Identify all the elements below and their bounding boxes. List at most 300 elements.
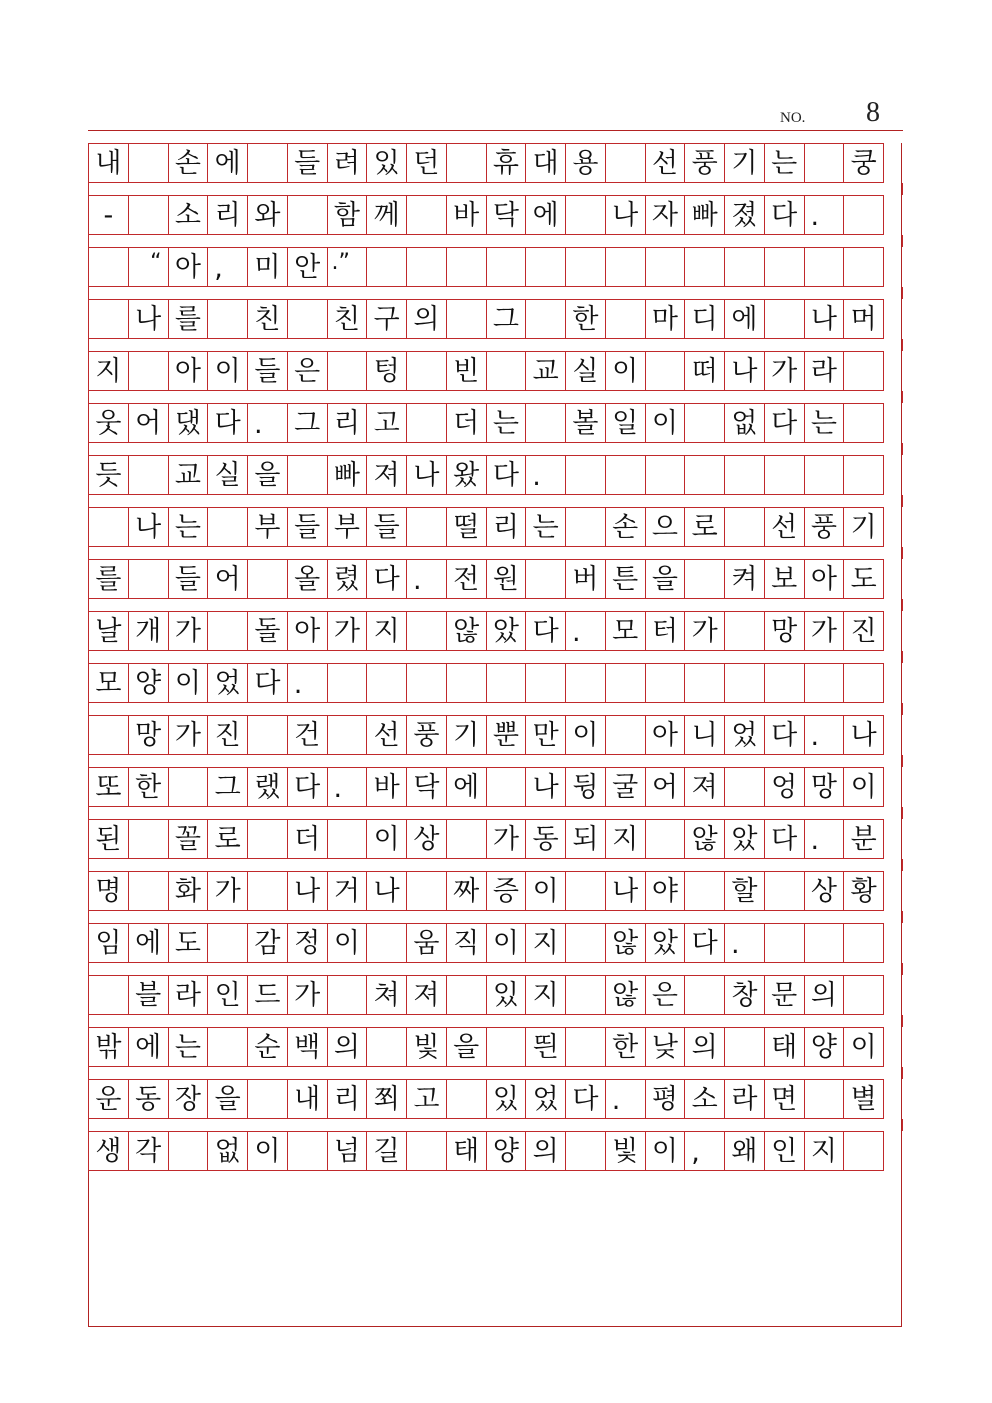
manuscript-cell — [684, 247, 725, 287]
manuscript-cell: 이 — [168, 663, 209, 703]
manuscript-cell — [207, 1027, 248, 1067]
manuscript-cell: 듯 — [88, 455, 129, 495]
manuscript-cell — [565, 1131, 606, 1171]
manuscript-cell — [565, 195, 606, 235]
manuscript-cell: 의 — [406, 299, 447, 339]
manuscript-cell: 기 — [843, 507, 884, 547]
manuscript-cell — [843, 403, 884, 443]
manuscript-cell: 었 — [724, 715, 765, 755]
manuscript-cell: 각 — [128, 1131, 169, 1171]
manuscript-cell — [406, 247, 447, 287]
manuscript-cell: 더 — [287, 819, 328, 859]
manuscript-cell — [843, 247, 884, 287]
manuscript-cell: 건 — [287, 715, 328, 755]
manuscript-cell: 리 — [327, 403, 368, 443]
manuscript-cell: , — [207, 247, 248, 287]
manuscript-cell: 뿐 — [486, 715, 527, 755]
manuscript-cell: 이 — [366, 819, 407, 859]
manuscript-cell — [486, 663, 527, 703]
manuscript-cell: 띈 — [525, 1027, 566, 1067]
manuscript-cell: 없 — [207, 1131, 248, 1171]
manuscript-cell: 머 — [843, 299, 884, 339]
manuscript-cell: 자 — [645, 195, 686, 235]
manuscript-row — [88, 455, 903, 495]
manuscript-cell: 이 — [843, 1027, 884, 1067]
manuscript-cell — [486, 247, 527, 287]
manuscript-cell: 이 — [327, 923, 368, 963]
manuscript-cell — [843, 1131, 884, 1171]
manuscript-cell: 아 — [645, 715, 686, 755]
manuscript-cell: 양 — [128, 663, 169, 703]
manuscript-row — [88, 715, 903, 755]
manuscript-cell: 밖 — [88, 1027, 129, 1067]
manuscript-cell: 가 — [804, 611, 845, 651]
manuscript-cell: 을 — [446, 1027, 487, 1067]
manuscript-cell: 엉 — [764, 767, 805, 807]
manuscript-cell: 않 — [605, 975, 646, 1015]
manuscript-cell: 고 — [366, 403, 407, 443]
manuscript-cell — [684, 871, 725, 911]
row-gap — [88, 599, 903, 611]
manuscript-cell: 낮 — [645, 1027, 686, 1067]
manuscript-cell — [88, 299, 129, 339]
manuscript-cell: 에 — [446, 767, 487, 807]
manuscript-cell: 움 — [406, 923, 447, 963]
manuscript-cell: 일 — [605, 403, 646, 443]
row-gap — [88, 651, 903, 663]
manuscript-cell: 교 — [168, 455, 209, 495]
manuscript-cell: 있 — [366, 143, 407, 183]
manuscript-cell: 손 — [605, 507, 646, 547]
manuscript-cell: 쬐 — [366, 1079, 407, 1119]
manuscript-cell: 내 — [88, 143, 129, 183]
manuscript-cell: 가 — [207, 871, 248, 911]
manuscript-cell: 양 — [804, 1027, 845, 1067]
manuscript-cell: 동 — [525, 819, 566, 859]
manuscript-cell: 만 — [525, 715, 566, 755]
manuscript-cell: 들 — [287, 507, 328, 547]
manuscript-cell — [843, 351, 884, 391]
manuscript-cell: 이 — [247, 1131, 288, 1171]
manuscript-cell: 상 — [406, 819, 447, 859]
manuscript-cell — [446, 143, 487, 183]
manuscript-cell: 가 — [168, 715, 209, 755]
manuscript-cell: 아 — [168, 351, 209, 391]
manuscript-cell: 나 — [605, 871, 646, 911]
manuscript-cell: 들 — [366, 507, 407, 547]
manuscript-cell: 다 — [764, 715, 805, 755]
manuscript-cell — [724, 507, 765, 547]
manuscript-cell — [804, 663, 845, 703]
manuscript-cell: . — [406, 559, 447, 599]
manuscript-cell — [287, 455, 328, 495]
manuscript-cell: 와 — [247, 195, 288, 235]
manuscript-cell: 풍 — [684, 143, 725, 183]
manuscript-cell — [684, 975, 725, 1015]
manuscript-cell: 는 — [804, 403, 845, 443]
manuscript-cell: 개 — [128, 611, 169, 651]
manuscript-cell: 진 — [207, 715, 248, 755]
manuscript-cell: 날 — [88, 611, 129, 651]
manuscript-cell: 들 — [168, 559, 209, 599]
manuscript-cell — [327, 819, 368, 859]
manuscript-cell — [128, 871, 169, 911]
manuscript-cell — [565, 507, 606, 547]
manuscript-cell: 다 — [247, 663, 288, 703]
manuscript-cell: 는 — [168, 507, 209, 547]
manuscript-cell — [724, 611, 765, 651]
manuscript-cell: 가 — [168, 611, 209, 651]
manuscript-cell: . — [724, 923, 765, 963]
manuscript-cell: 를 — [168, 299, 209, 339]
manuscript-cell: 선 — [764, 507, 805, 547]
manuscript-cell: 전 — [446, 559, 487, 599]
manuscript-cell: 떨 — [446, 507, 487, 547]
manuscript-cell — [207, 611, 248, 651]
manuscript-cell — [724, 767, 765, 807]
manuscript-cell: 다 — [764, 819, 805, 859]
manuscript-cell: 의 — [327, 1027, 368, 1067]
page-number-label: NO. — [780, 110, 806, 126]
manuscript-cell: 다 — [207, 403, 248, 443]
manuscript-cell: . — [605, 1079, 646, 1119]
row-gap — [88, 755, 903, 767]
manuscript-cell: 빛 — [406, 1027, 447, 1067]
manuscript-cell — [128, 351, 169, 391]
manuscript-cell: 지 — [88, 351, 129, 391]
manuscript-cell: 리 — [327, 1079, 368, 1119]
manuscript-cell — [843, 455, 884, 495]
manuscript-cell — [406, 871, 447, 911]
manuscript-cell — [605, 455, 646, 495]
manuscript-cell: 소 — [684, 1079, 725, 1119]
manuscript-cell — [804, 247, 845, 287]
manuscript-cell: 바 — [446, 195, 487, 235]
manuscript-cell: 이 — [565, 715, 606, 755]
manuscript-cell: 더 — [446, 403, 487, 443]
manuscript-cell: 태 — [446, 1131, 487, 1171]
manuscript-cell: 풍 — [804, 507, 845, 547]
manuscript-cell: 별 — [843, 1079, 884, 1119]
manuscript-cell: 았 — [486, 611, 527, 651]
manuscript-row — [88, 351, 903, 391]
manuscript-cell: 실 — [207, 455, 248, 495]
manuscript-cell: 아 — [804, 559, 845, 599]
manuscript-cell — [525, 403, 566, 443]
manuscript-cell: 떠 — [684, 351, 725, 391]
manuscript-cell — [446, 1079, 487, 1119]
manuscript-cell: 의 — [684, 1027, 725, 1067]
manuscript-cell — [645, 351, 686, 391]
manuscript-row — [88, 819, 903, 859]
manuscript-cell: , — [684, 1131, 725, 1171]
manuscript-cell: 돌 — [247, 611, 288, 651]
manuscript-row — [88, 195, 903, 235]
manuscript-cell: 나 — [366, 871, 407, 911]
manuscript-cell: 에 — [525, 195, 566, 235]
manuscript-cell: 왜 — [724, 1131, 765, 1171]
manuscript-cell — [486, 351, 527, 391]
manuscript-cell: 한 — [128, 767, 169, 807]
manuscript-cell: 는 — [486, 403, 527, 443]
manuscript-cell — [804, 455, 845, 495]
manuscript-cell: 져 — [684, 767, 725, 807]
manuscript-cell: 에 — [128, 923, 169, 963]
manuscript-cell — [605, 299, 646, 339]
manuscript-cell — [684, 663, 725, 703]
manuscript-cell — [168, 767, 209, 807]
manuscript-cell: 터 — [645, 611, 686, 651]
manuscript-cell: 에 — [724, 299, 765, 339]
manuscript-cell: 상 — [804, 871, 845, 911]
manuscript-cell: 가 — [327, 611, 368, 651]
manuscript-cell — [565, 975, 606, 1015]
manuscript-cell — [764, 663, 805, 703]
manuscript-cell — [247, 559, 288, 599]
manuscript-cell: . — [327, 767, 368, 807]
manuscript-cell — [406, 507, 447, 547]
manuscript-cell: 평 — [645, 1079, 686, 1119]
manuscript-cell: 튼 — [605, 559, 646, 599]
manuscript-cell: 부 — [327, 507, 368, 547]
manuscript-cell — [724, 455, 765, 495]
manuscript-cell — [446, 247, 487, 287]
manuscript-cell: . — [247, 403, 288, 443]
page-number-value: 8 — [866, 97, 880, 128]
manuscript-cell: “ — [128, 247, 169, 287]
manuscript-cell: 웃 — [88, 403, 129, 443]
manuscript-cell: 려 — [327, 143, 368, 183]
manuscript-cell: 기 — [446, 715, 487, 755]
manuscript-cell: 넘 — [327, 1131, 368, 1171]
manuscript-cell: 었 — [525, 1079, 566, 1119]
manuscript-cell: 미 — [247, 247, 288, 287]
manuscript-cell — [764, 247, 805, 287]
manuscript-cell: 한 — [605, 1027, 646, 1067]
manuscript-cell — [446, 975, 487, 1015]
manuscript-cell: 도 — [843, 559, 884, 599]
manuscript-cell: 이 — [525, 871, 566, 911]
manuscript-cell: 그 — [207, 767, 248, 807]
manuscript-cell: 선 — [645, 143, 686, 183]
manuscript-cell: . — [804, 195, 845, 235]
manuscript-row — [88, 663, 903, 703]
manuscript-cell: . — [525, 455, 566, 495]
manuscript-cell: 황 — [843, 871, 884, 911]
manuscript-cell: 모 — [605, 611, 646, 651]
manuscript-cell: 그 — [287, 403, 328, 443]
row-gap — [88, 547, 903, 559]
manuscript-cell: 어 — [128, 403, 169, 443]
manuscript-cell: 지 — [525, 923, 566, 963]
manuscript-cell: 진 — [843, 611, 884, 651]
manuscript-cell — [645, 819, 686, 859]
manuscript-row — [88, 299, 903, 339]
manuscript-cell: 할 — [724, 871, 765, 911]
manuscript-cell: 빠 — [684, 195, 725, 235]
row-gap — [88, 495, 903, 507]
row-gap — [88, 287, 903, 299]
manuscript-cell: 고 — [406, 1079, 447, 1119]
manuscript-cell: 면 — [764, 1079, 805, 1119]
manuscript-cell: 은 — [287, 351, 328, 391]
manuscript-cell: 블 — [128, 975, 169, 1015]
manuscript-cell — [287, 195, 328, 235]
manuscript-cell — [684, 455, 725, 495]
manuscript-cell: 않 — [446, 611, 487, 651]
manuscript-cell: 실 — [565, 351, 606, 391]
manuscript-cell: 구 — [366, 299, 407, 339]
manuscript-cell — [565, 1027, 606, 1067]
manuscript-cell: 친 — [327, 299, 368, 339]
row-gap — [88, 1015, 903, 1027]
manuscript-cell — [366, 663, 407, 703]
manuscript-cell: 는 — [764, 143, 805, 183]
manuscript-cell — [247, 819, 288, 859]
manuscript-cell: 나 — [525, 767, 566, 807]
manuscript-cell — [406, 195, 447, 235]
manuscript-cell: 니 — [684, 715, 725, 755]
manuscript-cell — [804, 143, 845, 183]
manuscript-cell: 의 — [525, 1131, 566, 1171]
manuscript-row — [88, 143, 903, 183]
manuscript-cell — [804, 923, 845, 963]
manuscript-cell: 없 — [724, 403, 765, 443]
manuscript-cell — [565, 923, 606, 963]
manuscript-cell — [207, 299, 248, 339]
row-gap — [88, 235, 903, 247]
manuscript-cell: 바 — [366, 767, 407, 807]
manuscript-cell: 을 — [207, 1079, 248, 1119]
manuscript-cell — [327, 715, 368, 755]
manuscript-cell: 지 — [804, 1131, 845, 1171]
manuscript-cell: . — [804, 819, 845, 859]
manuscript-cell: 장 — [168, 1079, 209, 1119]
manuscript-cell — [605, 715, 646, 755]
manuscript-cell — [207, 923, 248, 963]
manuscript-cell: 부 — [247, 507, 288, 547]
manuscript-cell — [525, 299, 566, 339]
manuscript-cell: 양 — [486, 1131, 527, 1171]
manuscript-cell: 인 — [764, 1131, 805, 1171]
manuscript-cell: 지 — [525, 975, 566, 1015]
manuscript-cell — [247, 1079, 288, 1119]
manuscript-cell: 는 — [525, 507, 566, 547]
manuscript-cell: 를 — [88, 559, 129, 599]
manuscript-row — [88, 767, 903, 807]
row-gap — [88, 859, 903, 871]
manuscript-cell: 길 — [366, 1131, 407, 1171]
manuscript-cell — [525, 663, 566, 703]
manuscript-cell: 다 — [287, 767, 328, 807]
row-gap — [88, 391, 903, 403]
manuscript-cell: 그 — [486, 299, 527, 339]
manuscript-row — [88, 923, 903, 963]
manuscript-cell: 가 — [287, 975, 328, 1015]
manuscript-cell: 아 — [168, 247, 209, 287]
manuscript-cell: 다 — [525, 611, 566, 651]
manuscript-cell: 창 — [724, 975, 765, 1015]
manuscript-cell — [764, 923, 805, 963]
manuscript-cell: . — [287, 663, 328, 703]
manuscript-cell: 을 — [645, 559, 686, 599]
manuscript-cell — [327, 975, 368, 1015]
manuscript-cell: 나 — [128, 299, 169, 339]
manuscript-cell: 있 — [486, 975, 527, 1015]
manuscript-cell: 렸 — [327, 559, 368, 599]
manuscript-cell: 임 — [88, 923, 129, 963]
manuscript-cell: 들 — [287, 143, 328, 183]
manuscript-cell — [88, 507, 129, 547]
manuscript-cell: 었 — [207, 663, 248, 703]
row-gap — [88, 183, 903, 195]
manuscript-cell: 아 — [287, 611, 328, 651]
manuscript-cell — [247, 871, 288, 911]
manuscript-cell: 랬 — [247, 767, 288, 807]
manuscript-cell — [128, 559, 169, 599]
manuscript-cell: 라 — [724, 1079, 765, 1119]
manuscript-cell: 마 — [645, 299, 686, 339]
manuscript-cell — [804, 1079, 845, 1119]
manuscript-cell — [247, 143, 288, 183]
manuscript-cell: 빈 — [446, 351, 487, 391]
manuscript-cell: 나 — [287, 871, 328, 911]
manuscript-cell: 드 — [247, 975, 288, 1015]
manuscript-cell — [724, 1027, 765, 1067]
manuscript-cell: 다 — [565, 1079, 606, 1119]
manuscript-cell: 망 — [804, 767, 845, 807]
manuscript-cell — [764, 455, 805, 495]
manuscript-cell — [843, 975, 884, 1015]
manuscript-cell: 에 — [207, 143, 248, 183]
manuscript-cell: 증 — [486, 871, 527, 911]
manuscript-cell: 지 — [366, 611, 407, 651]
manuscript-cell: 동 — [128, 1079, 169, 1119]
manuscript-cell — [565, 871, 606, 911]
manuscript-cell: 휴 — [486, 143, 527, 183]
manuscript-cell — [605, 143, 646, 183]
manuscript-cell: 가 — [486, 819, 527, 859]
manuscript-cell: 명 — [88, 871, 129, 911]
manuscript-cell — [525, 247, 566, 287]
manuscript-cell: 나 — [605, 195, 646, 235]
manuscript-row — [88, 247, 903, 287]
manuscript-cell — [446, 819, 487, 859]
manuscript-cell: 순 — [247, 1027, 288, 1067]
row-gap — [88, 911, 903, 923]
manuscript-cell — [843, 663, 884, 703]
row-gap — [88, 339, 903, 351]
manuscript-cell — [287, 1131, 328, 1171]
manuscript-cell: 용 — [565, 143, 606, 183]
manuscript-cell — [764, 299, 805, 339]
manuscript-cell: 다 — [684, 923, 725, 963]
manuscript-cell: 또 — [88, 767, 129, 807]
manuscript-cell: - — [88, 195, 129, 235]
manuscript-cell: 닥 — [406, 767, 447, 807]
manuscript-cell: 운 — [88, 1079, 129, 1119]
manuscript-cell: 않 — [684, 819, 725, 859]
manuscript-cell: 화 — [168, 871, 209, 911]
manuscript-cell — [605, 247, 646, 287]
manuscript-cell: 이 — [645, 1131, 686, 1171]
manuscript-cell — [684, 559, 725, 599]
manuscript-cell: 다 — [366, 559, 407, 599]
manuscript-cell: 은 — [645, 975, 686, 1015]
manuscript-cell: 나 — [406, 455, 447, 495]
manuscript-cell: 모 — [88, 663, 129, 703]
manuscript-cell: 망 — [764, 611, 805, 651]
